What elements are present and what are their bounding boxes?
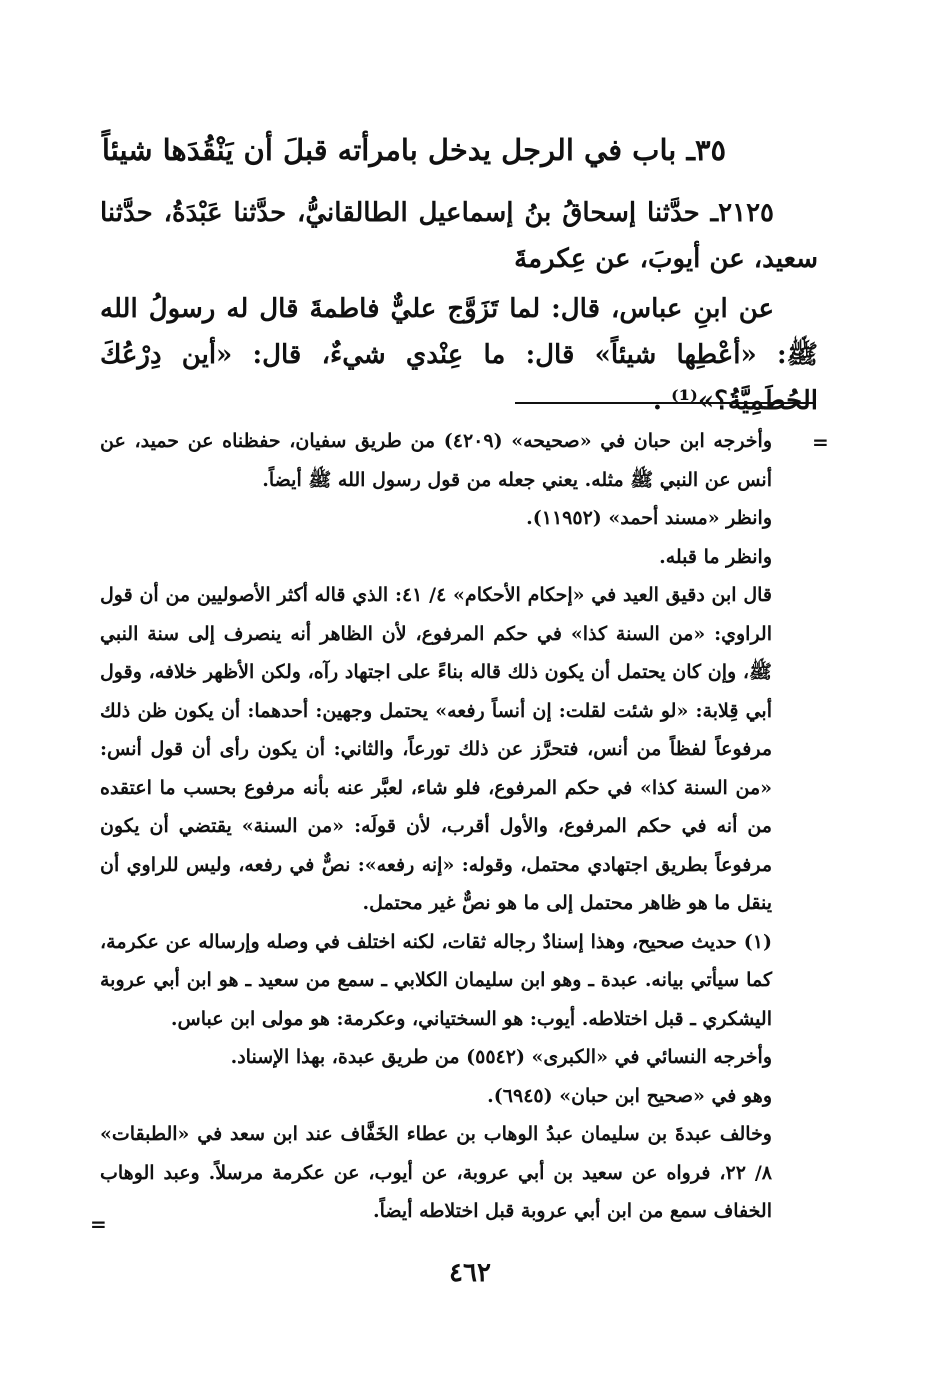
hadith-chain	[100, 190, 818, 282]
footnote-paragraph: وأخرجه ابن حبان في «صحيحه» (٤٢٠٩) من طريق سفيان، حفظناه عن حميد، عن أنس عن النبي ﷺ مثله. يعني جعله من قول رسول الله ﷺ أيضاً.	[100, 430, 772, 491]
footnote-paragraph: وانظر ما قبله.	[659, 545, 772, 568]
footnote-paragraph: (١) حديث صحيح، وهذا إسنادٌ رجاله ثقات، لكنه اختلف في وصله وإرساله عن عكرمة، كما سيأتي بيانه. عبدة ـ وهو ابن سليمان الكلابي ـ سمع من سعيد ـ هو ابن أبي عروبة اليشكري ـ قبل اختلاطه. أيوب: هو السختياني، وعكرمة: هو مولى ابن عباس.	[100, 930, 772, 1030]
footnote-separator	[515, 402, 815, 404]
footnotes	[100, 422, 818, 1231]
continuation-mark-bottom: =	[90, 1212, 107, 1236]
hadith-text-body: عن ابنِ عباس، قال: لما تَزَوَّج عليٌّ فاطمةَ قال له رسولُ الله ﷺ: «أعْطِها شيئاً» قال: ما عِنْدي شيءٌ، قال: «أين دِرْعُكَ الحُطَمِيَّةُ؟»⁽¹⁾ .	[100, 294, 818, 416]
footnote-paragraph: وانظر «مسند أحمد» (١١٩٥٢).	[526, 507, 772, 529]
footnote-paragraph: وأخرجه النسائي في «الكبرى» (٥٥٤٢) من طريق عبدة، بهذا الإسناد.	[230, 1046, 772, 1068]
footnote-paragraph: وهو في «صحيح ابن حبان» (٦٩٤٥).	[487, 1084, 772, 1107]
footnote-paragraph: قال ابن دقيق العيد في «إحكام الأحكام» ٤/ ٤١: الذي قاله أكثر الأصوليين من أن قول الراوي: «من السنة كذا» في حكم المرفوع، لأن الظاهر أنه ينصرف إلى سنة النبي ﷺ، وإن كان يحتمل أن يكون ذلك قاله بناءً على اجتهاد رآه، ولكن الأظهر خلافه، وقول أبي قِلابة: «لو شئت لقلت: إن أنساً رفعه» يحتمل وجهين: أحدهما: أن يكون ظن ذلك مرفوعاً لفظاً من أنس، فتحرَّز عن ذلك تورعاً، والثاني: أن يكون رأى أن قول أنس: «من السنة كذا» في حكم المرفوع، فلو شاء، لعبَّر عنه بأنه مرفوع بحسب ما اعتقده من أنه في حكم المرفوع، والأول أقرب، لأن قولَه: «من السنة» يقتضي أن يكون مرفوعاً بطريق اجتهادي محتمل، وقوله: «إنه رفعه»: نصٌّ في رفعه، وليس للراوي أن ينقل ما هو ظاهر محتمل إلى ما هو نصٌّ غير محتمل.	[100, 584, 772, 914]
hadith-chain-text: ٢١٢٥ـ حدَّثنا إسحاقُ بنُ إسماعيل الطالقانيُّ، حدَّثنا عَبْدَةُ، حدَّثنا سعيد، عن أيوبَ، عن عِكرمةَ	[100, 198, 818, 274]
footnote-paragraph: وخالف عبدةَ بن سليمان عبدُ الوهاب بن عطاء الخَفَّاف عند ابن سعد في «الطبقات» ٨/ ٢٢، فرواه عن سعيد بن أبي عروبة، عن أيوب، عن عكرمة مرسلاً. وعبد الوهاب الخفاف سمع من ابن أبي عروبة قبل اختلاطه أيضاً.	[100, 1123, 772, 1222]
continuation-mark-top: =	[812, 430, 829, 454]
page-number: ٤٦٢	[449, 1258, 491, 1288]
chapter-title: ٣٥ـ باب في الرجل يدخل بامرأته قبلَ أن يَنْقُدَها شيئاً	[101, 133, 727, 167]
